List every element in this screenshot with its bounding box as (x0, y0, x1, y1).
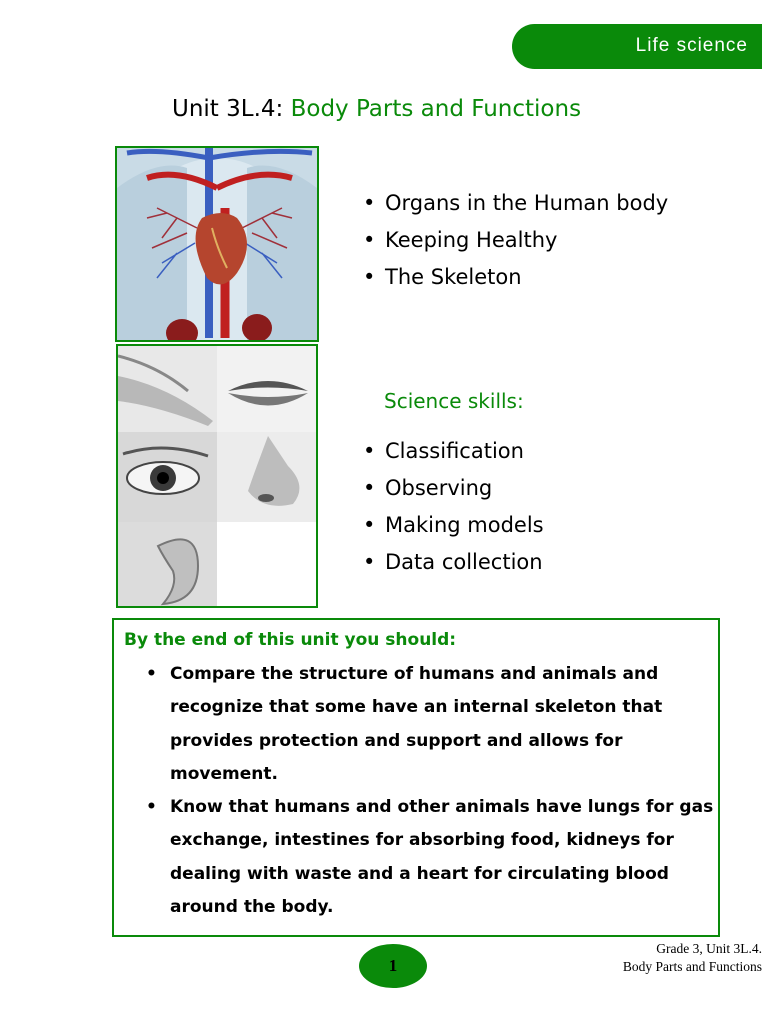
list-item: • Organs in the Human body (361, 185, 668, 222)
list-item: • Know that humans and other animals have lungs for gas exchange, intestines for absorbing food, kidneys for dealing with waste and a heart for circulating blood around the body. (144, 791, 714, 924)
senses-image (116, 344, 318, 608)
outcomes-heading: By the end of this unit you should: (124, 630, 457, 650)
section-tab-label: Life science (635, 35, 748, 56)
unit-name: Body Parts and Functions (290, 96, 582, 122)
unit-number: Unit 3L.4: (172, 96, 284, 122)
circulatory-system-image (115, 146, 319, 342)
section-tab (512, 24, 762, 69)
list-item: • Observing (361, 470, 544, 507)
list-item: • Making models (361, 507, 544, 544)
outcomes-list (144, 658, 714, 924)
footer-line2: Body Parts and Functions (622, 959, 762, 974)
footer-caption (623, 940, 762, 976)
list-item: • Classification (361, 433, 544, 470)
page-number: 1 (359, 944, 427, 988)
list-item: • Keeping Healthy (361, 222, 668, 259)
topics-list (361, 185, 668, 296)
list-item: • The Skeleton (361, 259, 668, 296)
page-title (172, 96, 581, 122)
footer-line1: Grade 3, Unit 3L.4. (656, 941, 762, 956)
list-item: • Data collection (361, 544, 544, 581)
learning-outcomes-box (112, 618, 720, 937)
skills-list (361, 433, 544, 581)
list-item: • Compare the structure of humans and animals and recognize that some have an internal skeleton that provides protection and support and allows for movement. (144, 658, 714, 791)
skills-heading: Science skills: (384, 389, 524, 413)
